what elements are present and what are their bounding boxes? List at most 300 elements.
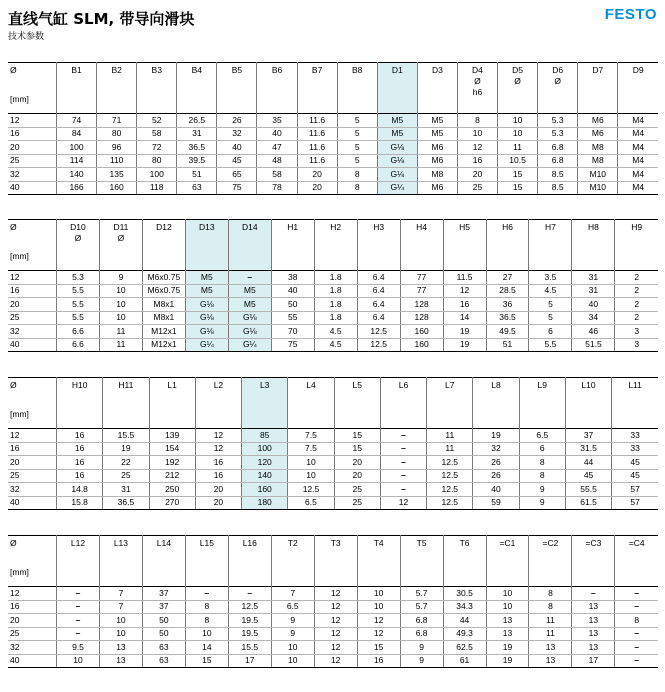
- table-cell: 15: [334, 442, 380, 456]
- table-cell: 8: [519, 469, 565, 483]
- table-cell: 2: [615, 311, 658, 325]
- table-cell: 4.5: [314, 338, 357, 352]
- column-header: L14: [142, 536, 185, 587]
- table-cell: 50: [142, 627, 185, 641]
- table-cell: 7.5: [288, 429, 334, 443]
- table-row: [8, 114, 658, 128]
- column-header: B1: [57, 63, 97, 114]
- table-cell: 166: [57, 181, 97, 195]
- table-cell: 33: [612, 442, 658, 456]
- size-cell: 12: [8, 114, 57, 128]
- column-header: H7: [529, 220, 572, 271]
- table-cell: 10: [99, 298, 142, 312]
- table-cell: 77: [400, 271, 443, 285]
- table-cell: G⅛: [377, 154, 417, 168]
- column-header: L6: [380, 378, 426, 429]
- table-cell: 10: [99, 311, 142, 325]
- table-cell: 10: [486, 600, 529, 614]
- table-cell: M4: [618, 141, 658, 155]
- table-cell: 6.4: [357, 271, 400, 285]
- table-row: [8, 271, 658, 285]
- table-cell: 26: [473, 456, 519, 470]
- table-cell: 250: [149, 483, 195, 497]
- table-cell: 13: [572, 627, 615, 641]
- table-cell: G¼: [377, 181, 417, 195]
- table-cell: –: [57, 600, 100, 614]
- table-cell: 2: [615, 284, 658, 298]
- table-row: [8, 614, 658, 628]
- table-cell: 15: [357, 641, 400, 655]
- size-cell: 16: [8, 442, 57, 456]
- table-cell: 5.5: [57, 284, 100, 298]
- table-cell: 128: [400, 311, 443, 325]
- table-cell: 11: [427, 442, 473, 456]
- table-cell: 72: [137, 141, 177, 155]
- table-cell: 17: [228, 654, 271, 668]
- table-cell: –: [57, 614, 100, 628]
- column-header: L5: [334, 378, 380, 429]
- column-header: T4: [357, 536, 400, 587]
- table-cell: 140: [57, 168, 97, 182]
- table-cell: –: [57, 587, 100, 601]
- table-cell: 9: [519, 483, 565, 497]
- table-cell: M4: [618, 168, 658, 182]
- spec-table-1: [8, 62, 658, 195]
- table-cell: 10: [288, 456, 334, 470]
- table-cell: 1.8: [314, 271, 357, 285]
- table-cell: 57: [612, 483, 658, 497]
- table-cell: 9: [400, 654, 443, 668]
- table-cell: 16: [195, 469, 241, 483]
- table-cell: –: [185, 587, 228, 601]
- column-header: B6: [257, 63, 297, 114]
- table-cell: 3: [615, 325, 658, 339]
- column-header: L15: [185, 536, 228, 587]
- column-header: L4: [288, 378, 334, 429]
- table-cell: 14: [185, 641, 228, 655]
- table-cell: 20: [195, 483, 241, 497]
- table-cell: 40: [271, 284, 314, 298]
- table-cell: –: [615, 641, 658, 655]
- table-cell: 12.5: [288, 483, 334, 497]
- table-cell: 31: [572, 284, 615, 298]
- table-cell: 1.8: [314, 298, 357, 312]
- table-cell: M12x1: [142, 325, 185, 339]
- table-cell: 14: [443, 311, 486, 325]
- table-cell: 45: [217, 154, 257, 168]
- column-header: L2: [195, 378, 241, 429]
- table-cell: 19: [443, 325, 486, 339]
- table-cell: 16: [57, 442, 103, 456]
- table-cell: 85: [242, 429, 288, 443]
- column-header: D4 Ø h6: [457, 63, 497, 114]
- column-header: =C1: [486, 536, 529, 587]
- table-cell: M5: [228, 298, 271, 312]
- table-cell: 10: [457, 127, 497, 141]
- table-cell: 55: [271, 311, 314, 325]
- table-cell: 20: [334, 456, 380, 470]
- table-cell: 11: [427, 429, 473, 443]
- table-cell: 10: [271, 654, 314, 668]
- table-cell: 6.6: [57, 338, 100, 352]
- table-cell: 5.7: [400, 587, 443, 601]
- table-cell: 8.5: [538, 181, 578, 195]
- table-cell: 20: [297, 168, 337, 182]
- table-cell: 3: [615, 338, 658, 352]
- column-header: D14: [228, 220, 271, 271]
- table-cell: 10: [271, 641, 314, 655]
- column-header: L11: [612, 378, 658, 429]
- table-cell: 11: [99, 325, 142, 339]
- table-cell: 2: [615, 271, 658, 285]
- header-row: [8, 536, 658, 587]
- table-cell: M6: [578, 127, 618, 141]
- table-cell: 12: [357, 614, 400, 628]
- table-cell: 48: [257, 154, 297, 168]
- table-cell: 31: [103, 483, 149, 497]
- table-cell: 20: [457, 168, 497, 182]
- column-header: L16: [228, 536, 271, 587]
- table-cell: 13: [486, 614, 529, 628]
- table-cell: 2: [615, 298, 658, 312]
- table-cell: 13: [99, 654, 142, 668]
- table-cell: M8x1: [142, 311, 185, 325]
- size-cell: 12: [8, 271, 57, 285]
- column-header: D7: [578, 63, 618, 114]
- table-cell: 8: [519, 456, 565, 470]
- table-cell: 10: [185, 627, 228, 641]
- table-cell: 5.3: [57, 271, 100, 285]
- table-row: [8, 456, 658, 470]
- table-cell: 7.5: [288, 442, 334, 456]
- table-cell: 10: [486, 587, 529, 601]
- table-cell: 12.5: [427, 496, 473, 510]
- table-cell: 10: [99, 627, 142, 641]
- table-cell: 15.5: [103, 429, 149, 443]
- table-cell: 71: [97, 114, 137, 128]
- table-cell: M5: [377, 114, 417, 128]
- table-cell: 5: [337, 141, 377, 155]
- column-header: D11 Ø: [99, 220, 142, 271]
- table-cell: 8: [185, 614, 228, 628]
- table-cell: M6x0.75: [142, 271, 185, 285]
- table-cell: 35: [257, 114, 297, 128]
- table-row: [8, 298, 658, 312]
- size-cell: 12: [8, 429, 57, 443]
- table-cell: 16: [57, 469, 103, 483]
- table-cell: 3.5: [529, 271, 572, 285]
- table-cell: 31: [572, 271, 615, 285]
- column-header: B7: [297, 63, 337, 114]
- header-row: [8, 378, 658, 429]
- table-cell: 75: [217, 181, 257, 195]
- table-cell: 16: [57, 456, 103, 470]
- size-cell: 25: [8, 311, 57, 325]
- column-header: H11: [103, 378, 149, 429]
- column-header: B3: [137, 63, 177, 114]
- table-cell: 61: [443, 654, 486, 668]
- table-cell: –: [572, 587, 615, 601]
- table-cell: 20: [195, 496, 241, 510]
- table-cell: M10: [578, 181, 618, 195]
- table-cell: 5.5: [57, 298, 100, 312]
- table-cell: 19: [486, 654, 529, 668]
- table-cell: 6.5: [271, 600, 314, 614]
- table-cell: 11: [99, 338, 142, 352]
- size-cell: 40: [8, 496, 57, 510]
- table-cell: 11.6: [297, 141, 337, 155]
- table-cell: 63: [142, 641, 185, 655]
- table-cell: 110: [97, 154, 137, 168]
- table-cell: 160: [97, 181, 137, 195]
- table-cell: 160: [242, 483, 288, 497]
- table-cell: 12: [457, 141, 497, 155]
- table-cell: 13: [529, 654, 572, 668]
- table-cell: 25: [334, 496, 380, 510]
- table-cell: 45: [565, 469, 611, 483]
- column-header: H10: [57, 378, 103, 429]
- table-cell: 44: [565, 456, 611, 470]
- column-header: B4: [177, 63, 217, 114]
- table-cell: 7: [99, 600, 142, 614]
- table-cell: 34: [572, 311, 615, 325]
- table-cell: 78: [257, 181, 297, 195]
- table-cell: 26.5: [177, 114, 217, 128]
- table-cell: 15.8: [57, 496, 103, 510]
- table-cell: 100: [57, 141, 97, 155]
- table-cell: M5: [185, 271, 228, 285]
- table-cell: 11.6: [297, 127, 337, 141]
- table-cell: 160: [400, 325, 443, 339]
- table-cell: 15: [498, 168, 538, 182]
- table-cell: 70: [271, 325, 314, 339]
- table-cell: M8: [578, 141, 618, 155]
- table-cell: 5: [337, 127, 377, 141]
- table-cell: 65: [217, 168, 257, 182]
- table-cell: 6.8: [538, 141, 578, 155]
- table-cell: 50: [142, 614, 185, 628]
- table-cell: 6: [529, 325, 572, 339]
- table-cell: 12: [314, 627, 357, 641]
- table-cell: 84: [57, 127, 97, 141]
- column-header: D10 Ø: [57, 220, 100, 271]
- column-header: T2: [271, 536, 314, 587]
- table-cell: 44: [443, 614, 486, 628]
- table-row: [8, 469, 658, 483]
- column-header: L13: [99, 536, 142, 587]
- size-cell: 20: [8, 298, 57, 312]
- table-cell: 12: [380, 496, 426, 510]
- table-cell: 13: [572, 600, 615, 614]
- table-row: [8, 587, 658, 601]
- table-cell: –: [380, 483, 426, 497]
- table-cell: 34.3: [443, 600, 486, 614]
- table-cell: 16: [57, 429, 103, 443]
- table-cell: 9: [400, 641, 443, 655]
- column-header: T5: [400, 536, 443, 587]
- table-cell: M5: [417, 114, 457, 128]
- table-cell: 62.5: [443, 641, 486, 655]
- table-cell: 80: [97, 127, 137, 141]
- table-row: [8, 141, 658, 155]
- table-cell: M5: [228, 284, 271, 298]
- table-cell: 49.3: [443, 627, 486, 641]
- table-cell: 30.5: [443, 587, 486, 601]
- table-cell: G⅛: [185, 298, 228, 312]
- table-cell: 52: [137, 114, 177, 128]
- table-row: [8, 483, 658, 497]
- table-cell: M10: [578, 168, 618, 182]
- table-cell: –: [615, 587, 658, 601]
- table-cell: M8: [417, 168, 457, 182]
- table-cell: 49.5: [486, 325, 529, 339]
- table-cell: 37: [565, 429, 611, 443]
- table-cell: –: [615, 600, 658, 614]
- table-cell: 10: [357, 600, 400, 614]
- table-cell: 6.4: [357, 298, 400, 312]
- table-cell: 19: [443, 338, 486, 352]
- table-cell: 31.5: [565, 442, 611, 456]
- table-cell: 5.3: [538, 127, 578, 141]
- table-cell: 6.8: [400, 627, 443, 641]
- table-cell: 37: [142, 600, 185, 614]
- table-cell: 12: [314, 600, 357, 614]
- table-cell: 26: [217, 114, 257, 128]
- table-cell: 77: [400, 284, 443, 298]
- table-cell: 15: [334, 429, 380, 443]
- table-cell: 12.5: [357, 325, 400, 339]
- table-cell: 50: [271, 298, 314, 312]
- size-header: Ø [mm]: [10, 222, 29, 261]
- table-cell: 114: [57, 154, 97, 168]
- spec-table-4: [8, 535, 658, 668]
- table-cell: 17: [572, 654, 615, 668]
- table-cell: 40: [217, 141, 257, 155]
- column-header: =C2: [529, 536, 572, 587]
- table-cell: 20: [334, 469, 380, 483]
- table-cell: 118: [137, 181, 177, 195]
- table-cell: M12x1: [142, 338, 185, 352]
- table-cell: 12: [314, 641, 357, 655]
- column-header: H1: [271, 220, 314, 271]
- table-cell: 10: [99, 614, 142, 628]
- column-header: =C4: [615, 536, 658, 587]
- table-cell: 128: [400, 298, 443, 312]
- table-cell: 36.5: [486, 311, 529, 325]
- table-cell: 212: [149, 469, 195, 483]
- table-cell: 12: [314, 654, 357, 668]
- table-cell: 25: [103, 469, 149, 483]
- table-cell: 12.5: [427, 483, 473, 497]
- table-row: [8, 168, 658, 182]
- table-cell: 11: [498, 141, 538, 155]
- table-cell: 46: [572, 325, 615, 339]
- column-header: B2: [97, 63, 137, 114]
- table-cell: 39.5: [177, 154, 217, 168]
- column-header: L9: [519, 378, 565, 429]
- table-cell: 6: [519, 442, 565, 456]
- table-cell: M4: [618, 154, 658, 168]
- spec-table-3: [8, 377, 658, 510]
- table-cell: 51: [486, 338, 529, 352]
- table-cell: 63: [142, 654, 185, 668]
- table-cell: G⅛: [185, 325, 228, 339]
- table-cell: 15: [498, 181, 538, 195]
- size-cell: 12: [8, 587, 57, 601]
- column-header: T6: [443, 536, 486, 587]
- table-cell: 5.5: [57, 311, 100, 325]
- table-cell: 13: [572, 641, 615, 655]
- table-cell: 9: [271, 614, 314, 628]
- table-cell: M6x0.75: [142, 284, 185, 298]
- column-header: D6 Ø: [538, 63, 578, 114]
- table-cell: 8: [337, 181, 377, 195]
- table-row: [8, 284, 658, 298]
- table-cell: –: [380, 429, 426, 443]
- table-row: [8, 181, 658, 195]
- table-row: [8, 338, 658, 352]
- table-cell: 9.5: [57, 641, 100, 655]
- column-header: H6: [486, 220, 529, 271]
- table-cell: 6.4: [357, 311, 400, 325]
- table-cell: 5: [337, 114, 377, 128]
- table-cell: 57: [612, 496, 658, 510]
- column-header: B8: [337, 63, 377, 114]
- table-cell: G⅛: [377, 168, 417, 182]
- table-cell: 100: [137, 168, 177, 182]
- table-cell: 28.5: [486, 284, 529, 298]
- table-cell: M4: [618, 127, 658, 141]
- table-cell: 4.5: [529, 284, 572, 298]
- table-cell: 12.5: [357, 338, 400, 352]
- table-cell: 120: [242, 456, 288, 470]
- table-cell: 5.3: [538, 114, 578, 128]
- table-cell: 10: [99, 284, 142, 298]
- table-cell: 36.5: [177, 141, 217, 155]
- table-cell: 1.8: [314, 311, 357, 325]
- size-cell: 25: [8, 627, 57, 641]
- table-cell: 12: [443, 284, 486, 298]
- table-cell: 58: [257, 168, 297, 182]
- table-cell: 16: [357, 654, 400, 668]
- festo-logo: FESTO: [604, 6, 657, 23]
- table-cell: 37: [142, 587, 185, 601]
- size-cell: 32: [8, 483, 57, 497]
- table-cell: M5: [185, 284, 228, 298]
- table-cell: –: [57, 627, 100, 641]
- table-cell: 31: [177, 127, 217, 141]
- table-cell: 154: [149, 442, 195, 456]
- size-cell: 40: [8, 181, 57, 195]
- column-header: L1: [149, 378, 195, 429]
- table-cell: 19: [486, 641, 529, 655]
- table-cell: 15: [185, 654, 228, 668]
- table-cell: 25: [457, 181, 497, 195]
- table-cell: 55.5: [565, 483, 611, 497]
- size-cell: 16: [8, 600, 57, 614]
- table-cell: 58: [137, 127, 177, 141]
- table-cell: 160: [400, 338, 443, 352]
- table-cell: 8: [529, 587, 572, 601]
- table-row: [8, 600, 658, 614]
- table-cell: 5: [529, 311, 572, 325]
- table-cell: 47: [257, 141, 297, 155]
- table-cell: 74: [57, 114, 97, 128]
- column-header: D5 Ø: [498, 63, 538, 114]
- table-cell: 139: [149, 429, 195, 443]
- table-cell: 96: [97, 141, 137, 155]
- table-cell: 13: [529, 641, 572, 655]
